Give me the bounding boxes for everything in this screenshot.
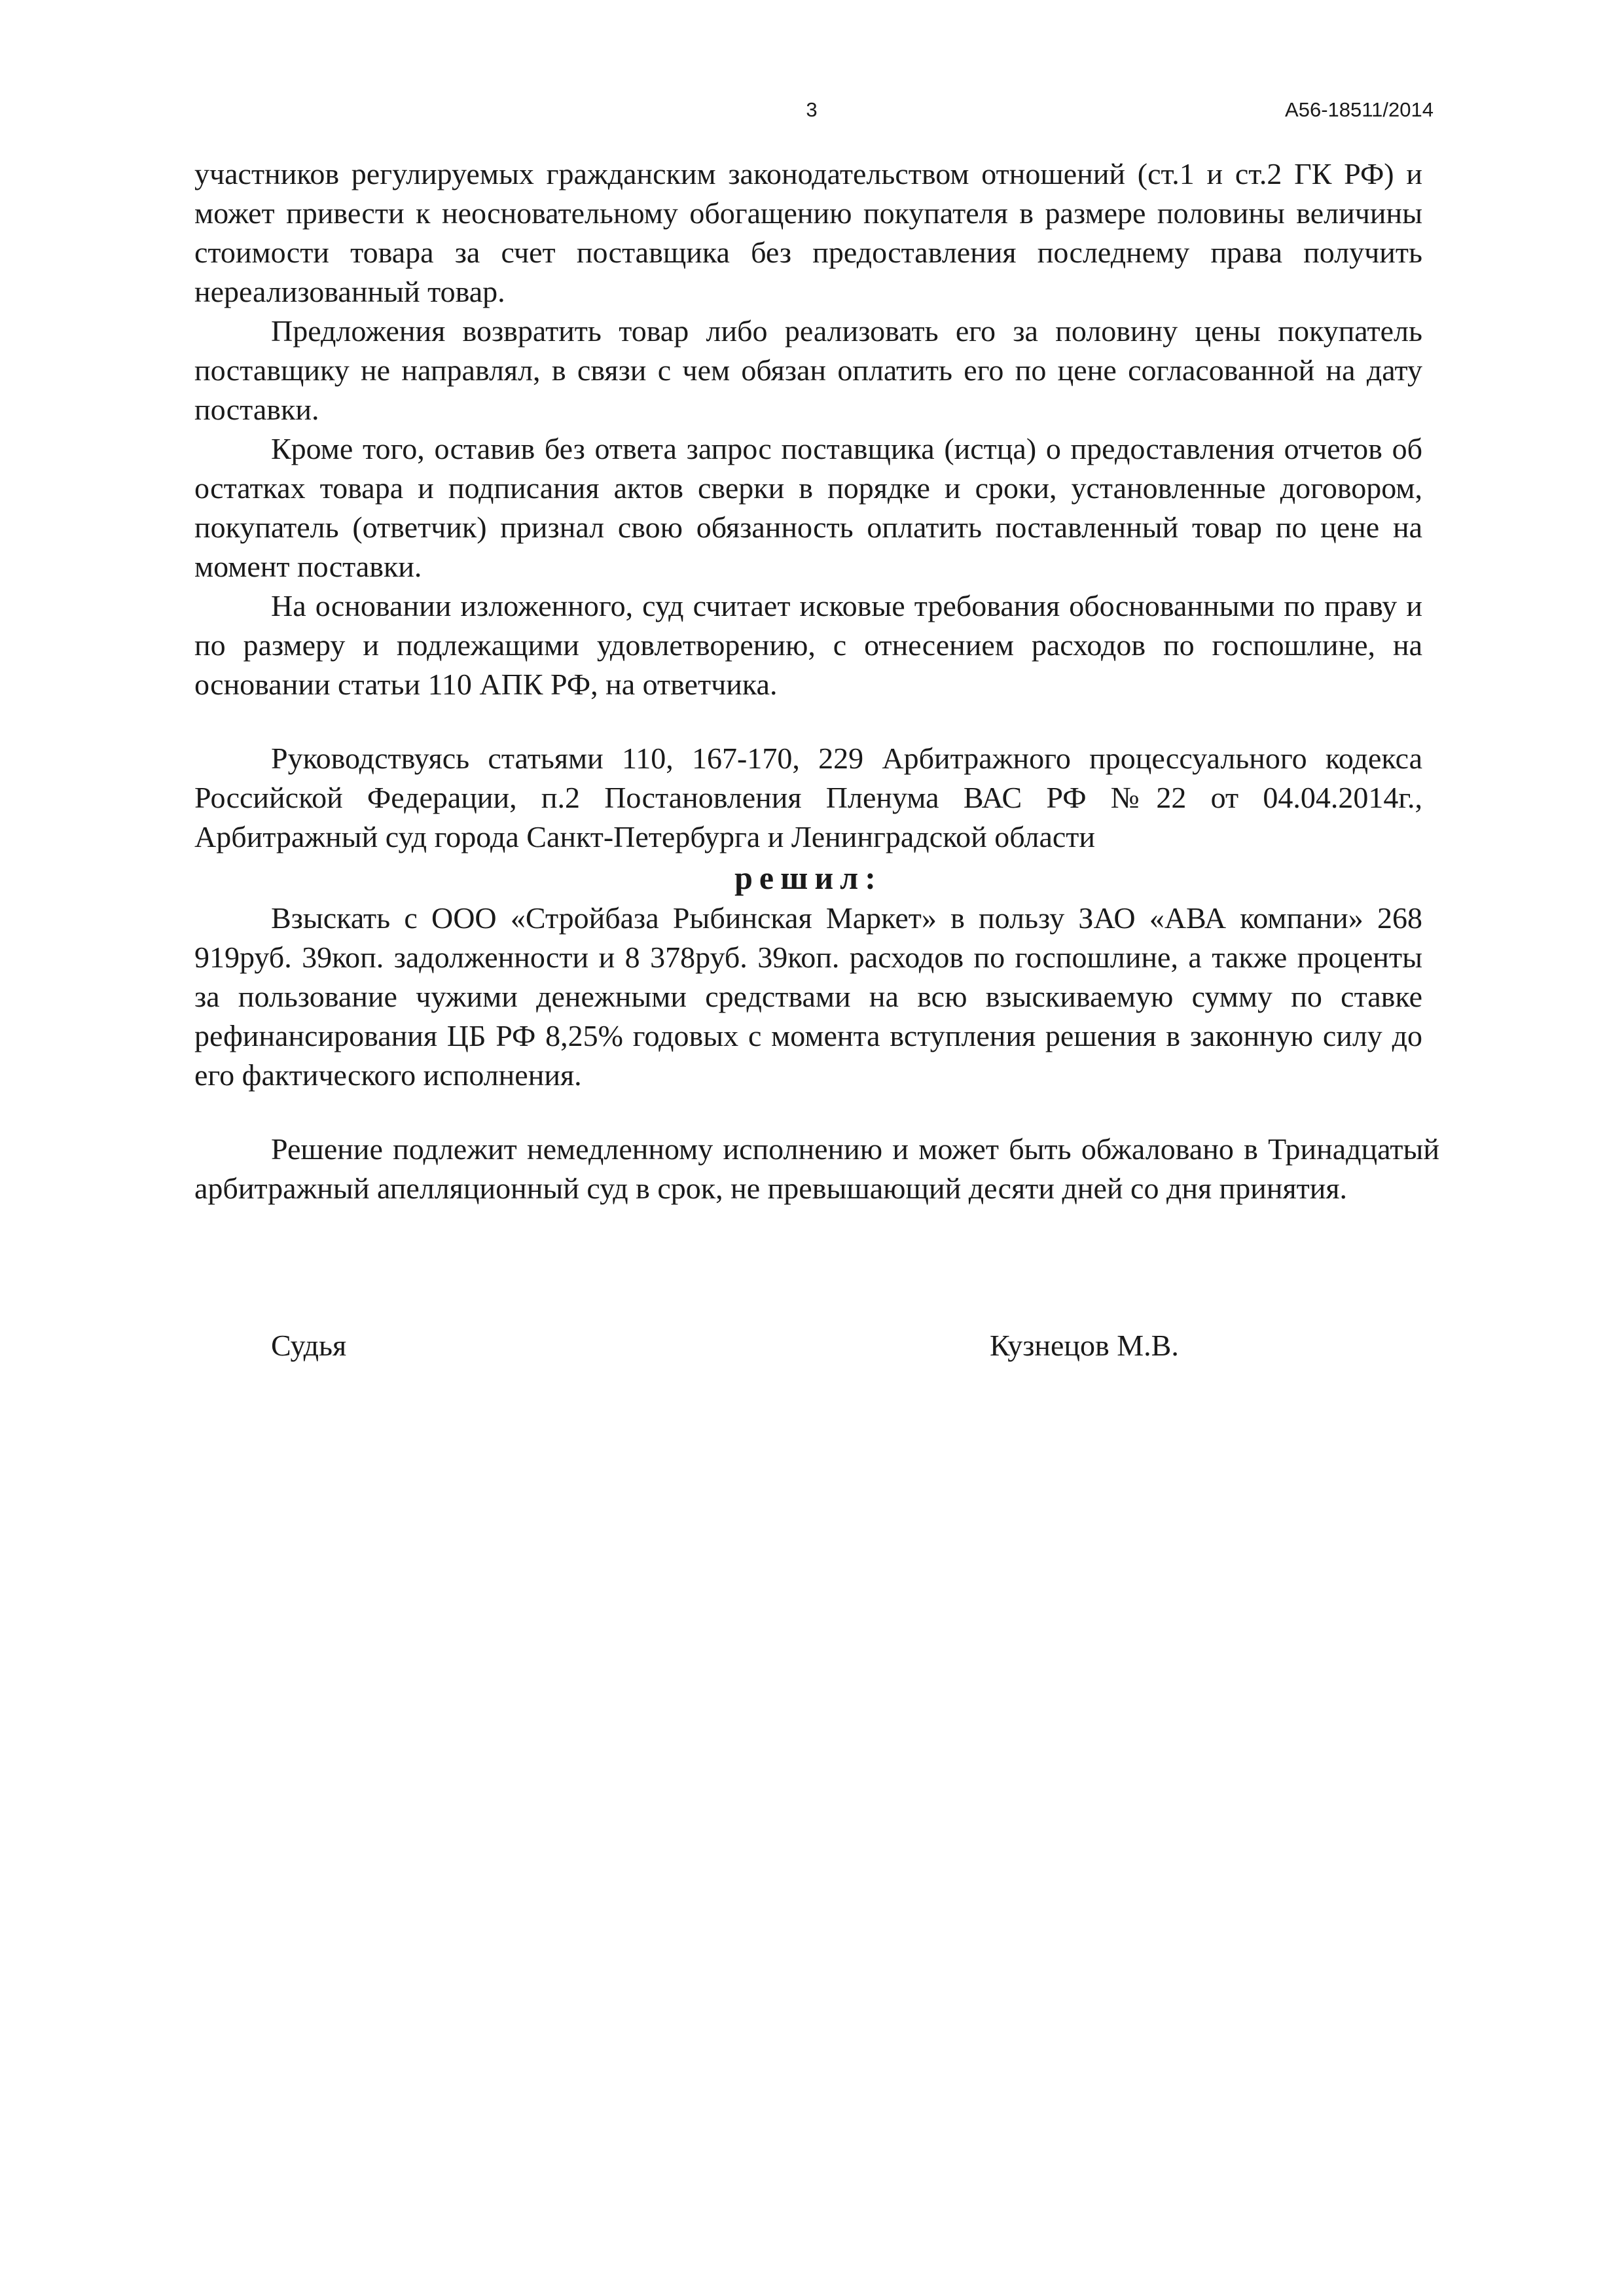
appeal-section [194, 1130, 1439, 1208]
paragraph-appeal: Решение подлежит немедленному исполнению и может быть обжаловано в Тринадцатый арбитражный апелляционный суд в срок, не превышающий десяти дней со дня принятия. [194, 1132, 1439, 1205]
guided-by-section [194, 739, 1422, 1095]
signature-name: Кузнецов М.В. [990, 1329, 1179, 1362]
signature-row [194, 1326, 1422, 1365]
paragraph-guided-by: Руководствуясь статьями 110, 167-170, 229 Арбитражного процессуального кодекса Российской Федерации, п.2 Постановления Пленума ВАС РФ №22 от 04.04.2014г., Арбитражный суд города Санкт-Петербурга и Ленинградской области [194, 742, 1422, 853]
paragraph-unanswered-request: Кроме того, оставив без ответа запрос поставщика (истца) о предоставления отчетов об остатках товара и подписания актов сверки в порядке и сроки, установленные договором, покупатель (ответчик) признал свою обязанность оплатить поставленный товар по цене на момент поставки. [194, 432, 1422, 583]
case-number: А56-18511/2014 [1285, 98, 1434, 121]
paragraph-continuation: участников регулируемых гражданским законодательством отношений (ст.1 и ст.2 ГК РФ) и может привести к неосновательному обогащению покупателя в размере половины величины стоимости товара за счет поставщика без предоставления последнему права получить нереализованный товар. [194, 157, 1422, 308]
signature-title: Судья [271, 1329, 347, 1362]
paragraph-no-proposal: Предложения возвратить товар либо реализовать его за половину цены покупатель поставщику не направлял, в связи с чем обязан оплатить его по цене согласованной на дату поставки. [194, 314, 1422, 426]
paragraph-decision: Взыскать с ООО «Стройбаза Рыбинская Маркет» в пользу ЗАО «АВА компани» 268 919руб. 39коп. задолженности и 8 378руб. 39коп. расходов по госпошлине, а также проценты за пользование чужими денежными средствами на всю взыскиваемую сумму по ставке рефинансирования ЦБ РФ 8,25% годовых с момента вступления решения в законную силу до его фактического исполнения. [194, 901, 1422, 1092]
page-number: 3 [806, 98, 818, 121]
decision-heading: решил: [734, 859, 882, 896]
reasoning-section [194, 154, 1422, 704]
paragraph-conclusion: На основании изложенного, суд считает исковые требования обоснованными по праву и по размеру и подлежащими удовлетворению, с отнесением расходов по госпошлине, на основании статьи 110 АПК РФ, на ответчика. [194, 589, 1422, 701]
